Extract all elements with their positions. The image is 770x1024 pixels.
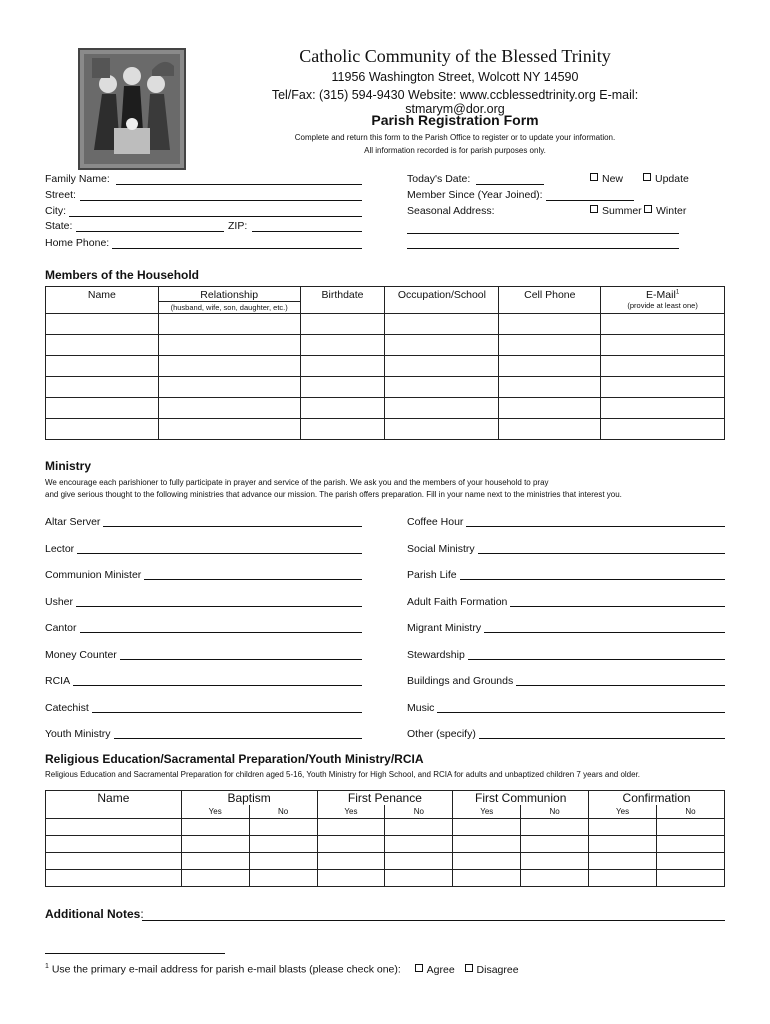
ministry-name-field[interactable] — [80, 631, 362, 633]
ministry-name-field[interactable] — [478, 552, 725, 554]
col-header-relationship: Relationship (husband, wife, son, daughter, etc.) — [158, 287, 300, 314]
additional-notes-field[interactable] — [142, 920, 725, 921]
yes-header: Yes — [453, 805, 521, 818]
footnote-mark: 1 — [675, 289, 680, 296]
ministry-item[interactable] — [45, 568, 362, 581]
winter-label: Winter — [656, 205, 687, 217]
ministry-label: Music — [407, 701, 435, 714]
disagree-checkbox[interactable] — [465, 964, 519, 976]
ministry-name-field[interactable] — [516, 684, 725, 686]
ministry-name-field[interactable] — [460, 578, 725, 580]
seasonal-address-line-1[interactable] — [407, 233, 679, 234]
parish-address: 11956 Washington Street, Wolcott NY 14590 — [331, 70, 579, 84]
ministry-item[interactable] — [407, 621, 725, 634]
no-header: No — [521, 805, 589, 818]
religious-ed-section-title: Religious Education/Sacramental Preparation/Youth Ministry/RCIA — [45, 752, 424, 766]
ministry-label: RCIA — [45, 675, 71, 687]
ministry-label: Social Ministry — [407, 542, 475, 555]
state-field[interactable] — [76, 231, 224, 232]
ministry-item[interactable] — [45, 648, 362, 661]
table-row[interactable] — [46, 377, 725, 398]
ministry-item[interactable] — [407, 568, 725, 581]
col-header-first-communion: First Communion — [453, 791, 589, 806]
footnote — [45, 963, 519, 976]
footnote-text: Use the primary e-mail address for parish e-mail blasts (please check one): — [51, 963, 401, 976]
seasonal-address-label: Seasonal Address: — [407, 205, 495, 217]
ministry-name-field[interactable] — [479, 737, 725, 739]
table-row[interactable] — [46, 356, 725, 377]
ministry-name-field[interactable] — [103, 525, 362, 527]
ministry-label: Cantor — [45, 622, 77, 634]
parish-contact: Tel/Fax: (315) 594-9430 Website: www.ccblessedtrinity.org E-mail: stmarym@dor.org — [271, 88, 639, 116]
ministry-item[interactable] — [407, 515, 725, 528]
ministry-label: Communion Minister — [45, 569, 142, 581]
member-since-label: Member Since (Year Joined): — [407, 189, 543, 201]
no-header: No — [657, 805, 725, 818]
ministry-label: Other (specify) — [407, 728, 476, 740]
checkbox-icon — [590, 173, 598, 181]
no-header: No — [385, 805, 453, 818]
ministry-label: Altar Server — [45, 516, 101, 528]
holy-trinity-icon — [80, 50, 184, 168]
summer-checkbox[interactable] — [590, 205, 642, 217]
street-field[interactable] — [80, 200, 362, 201]
new-label: New — [602, 173, 624, 185]
ministry-name-field[interactable] — [77, 552, 362, 554]
household-table — [45, 286, 725, 440]
additional-notes-label: Additional Notes: — [45, 907, 144, 921]
ministry-item[interactable] — [45, 727, 362, 740]
ministry-item[interactable] — [45, 621, 362, 634]
col-header-occupation: Occupation/School — [385, 287, 499, 314]
home-phone-field[interactable] — [112, 248, 362, 249]
state-label: State: — [45, 220, 73, 232]
checkbox-icon — [590, 205, 598, 213]
update-checkbox[interactable] — [643, 173, 689, 185]
ministry-item[interactable] — [407, 595, 725, 608]
ministry-name-field[interactable] — [466, 525, 725, 527]
icon-image — [78, 48, 186, 170]
winter-checkbox[interactable] — [644, 205, 686, 217]
seasonal-address-line-2[interactable] — [407, 248, 679, 249]
col-header-confirmation: Confirmation — [589, 791, 725, 806]
ministry-label: Adult Faith Formation — [407, 595, 508, 608]
ministry-label: Money Counter — [45, 648, 117, 661]
col-header-name: Name — [46, 287, 159, 314]
col-header-email: E-Mail$^1$ (provide at least one) — [601, 287, 725, 314]
new-checkbox[interactable] — [590, 173, 623, 185]
ministry-name-field[interactable] — [120, 658, 362, 660]
form-title: Parish Registration Form — [371, 112, 539, 128]
yes-header: Yes — [589, 805, 657, 818]
no-header: No — [249, 805, 317, 818]
agree-checkbox[interactable] — [415, 964, 455, 976]
ministry-item[interactable] — [407, 674, 725, 687]
table-row[interactable] — [46, 419, 725, 440]
ministry-section-title: Ministry — [45, 459, 92, 473]
ministry-name-field[interactable] — [468, 658, 725, 660]
table-row[interactable] — [46, 869, 725, 886]
ministry-item[interactable] — [45, 595, 362, 608]
yes-header: Yes — [317, 805, 385, 818]
checkbox-icon — [643, 173, 651, 181]
table-row[interactable] — [46, 335, 725, 356]
ministry-label: Migrant Ministry — [407, 622, 482, 634]
footnote-number: 1 — [45, 963, 49, 970]
city-label: City: — [45, 205, 66, 217]
col-header-name: Name — [46, 791, 182, 819]
table-row[interactable] — [46, 835, 725, 852]
checkbox-icon — [415, 964, 423, 972]
ministry-label: Lector — [45, 542, 75, 555]
email-note: (provide at least one) — [627, 301, 698, 310]
instructions-line-1: Complete and return this form to the Parish Office to register or to update your information. — [294, 133, 616, 142]
ministry-item[interactable] — [407, 701, 725, 714]
update-label: Update — [655, 173, 689, 185]
ministry-label: Youth Ministry — [45, 728, 111, 740]
table-row[interactable] — [46, 852, 725, 869]
summer-label: Summer — [602, 205, 642, 217]
ministry-label: Parish Life — [407, 569, 457, 581]
ministry-item[interactable] — [45, 701, 362, 714]
table-row[interactable] — [46, 314, 725, 335]
disagree-label: Disagree — [476, 963, 519, 976]
family-name-field[interactable] — [116, 184, 362, 185]
ministry-item[interactable] — [407, 727, 725, 740]
col-header-baptism: Baptism — [181, 791, 317, 806]
zip-label: ZIP: — [228, 220, 248, 232]
relationship-note: (husband, wife, son, daughter, etc.) — [158, 301, 301, 312]
col-header-first-penance: First Penance — [317, 791, 453, 806]
ministry-label: Catechist — [45, 701, 89, 714]
ministry-label: Buildings and Grounds — [407, 675, 514, 687]
table-row[interactable] — [46, 818, 725, 835]
street-label: Street: — [45, 189, 76, 201]
checkbox-icon — [644, 205, 652, 213]
ministry-name-field[interactable] — [437, 711, 725, 713]
col-header-birthdate: Birthdate — [300, 287, 385, 314]
col-header-cell-phone: Cell Phone — [499, 287, 601, 314]
ministry-name-field[interactable] — [73, 684, 362, 686]
member-since-field[interactable] — [546, 200, 634, 201]
yes-header: Yes — [181, 805, 249, 818]
ministry-name-field[interactable] — [144, 578, 362, 580]
ministry-description-1: We encourage each parishioner to fully participate in prayer and service of the parish. We ask you and the members of your household to pray — [45, 478, 549, 487]
ministry-label: Stewardship — [407, 648, 465, 661]
ministry-description-2: and give serious thought to the following ministries that advance our mission. The parish offers preparation. Fill in your name next to the ministries that interest you. — [45, 490, 622, 499]
ministry-item[interactable] — [407, 542, 725, 555]
ministry-label: Usher — [45, 595, 74, 608]
sacraments-table — [45, 790, 725, 887]
todays-date-field[interactable] — [476, 184, 544, 185]
zip-field[interactable] — [252, 231, 362, 232]
parish-title: Catholic Community of the Blessed Trinity — [299, 46, 611, 66]
ministry-name-field[interactable] — [114, 737, 362, 739]
agree-label: Agree — [426, 963, 455, 976]
ministry-item[interactable] — [407, 648, 725, 661]
ministry-name-field[interactable] — [484, 631, 725, 633]
ministry-name-field[interactable] — [510, 605, 725, 607]
table-row[interactable] — [46, 398, 725, 419]
religious-ed-description: Religious Education and Sacramental Preparation for children aged 5-16, Youth Ministry for High School, and RCIA for adults and unbaptized children 7 years and older. — [45, 770, 641, 779]
ministry-name-field[interactable] — [76, 605, 362, 607]
city-field[interactable] — [69, 216, 362, 217]
ministry-item[interactable] — [45, 542, 362, 555]
ministry-label: Coffee Hour — [407, 516, 464, 528]
todays-date-label: Today's Date: — [407, 173, 471, 185]
household-section-title: Members of the Household — [45, 268, 200, 282]
instructions-line-2: All information recorded is for parish purposes only. — [364, 146, 546, 155]
checkbox-icon — [465, 964, 473, 972]
ministry-name-field[interactable] — [92, 711, 362, 713]
family-name-label: Family Name: — [45, 173, 110, 185]
footnote-divider — [45, 953, 225, 954]
ministry-item[interactable] — [45, 674, 362, 687]
home-phone-label: Home Phone: — [45, 237, 110, 249]
ministry-item[interactable] — [45, 515, 362, 528]
